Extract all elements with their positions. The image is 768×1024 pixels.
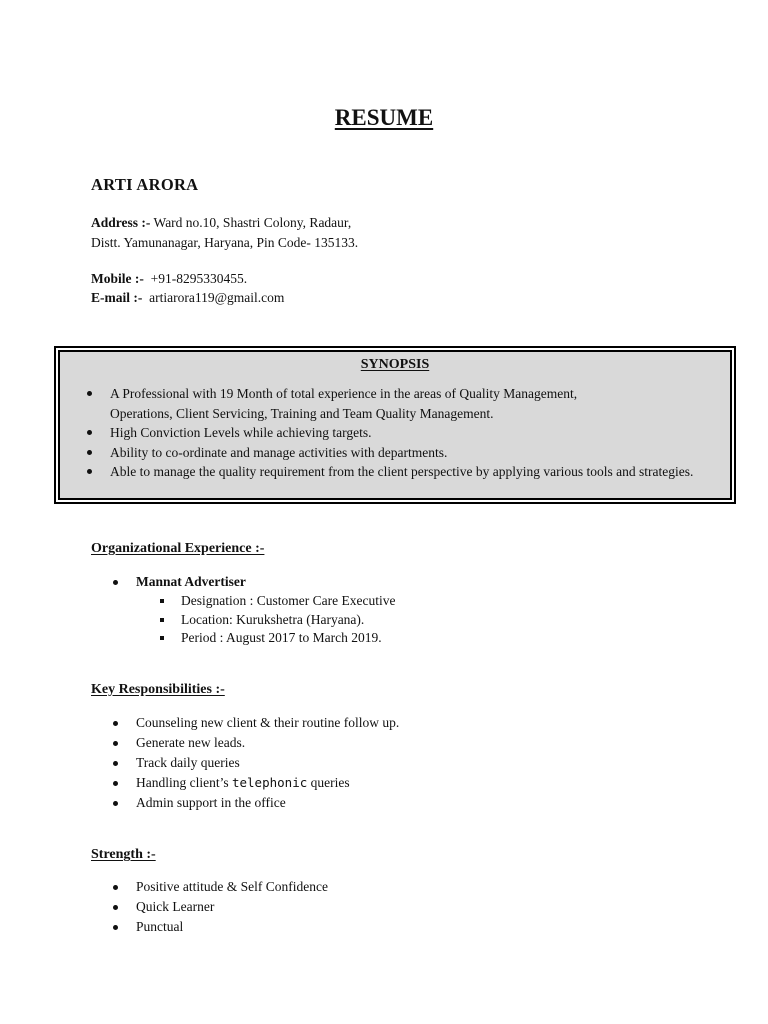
strength-list xyxy=(0,877,328,937)
bullet-icon xyxy=(87,430,92,435)
email-line xyxy=(91,290,284,306)
address-line-1 xyxy=(91,215,351,231)
bullet-icon xyxy=(113,801,118,806)
bullet-icon xyxy=(87,450,92,455)
mobile-value: +91-8295330455. xyxy=(150,271,248,286)
bullet-icon xyxy=(113,761,118,766)
address-line-2: Distt. Yamunanagar, Haryana, Pin Code- 135133. xyxy=(91,235,359,250)
email-value: artiarora119@gmail.com xyxy=(149,290,285,305)
responsibilities-heading: Key Responsibilities :- xyxy=(91,682,225,697)
bullet-icon xyxy=(113,741,118,746)
square-bullet-icon xyxy=(160,618,164,622)
synopsis-item: Able to manage the quality requirement from the client perspective by applying various tools and strategies. xyxy=(60,462,730,482)
list-item: Quick Learner xyxy=(0,897,328,917)
bullet-icon xyxy=(113,580,118,585)
experience-details xyxy=(0,592,395,648)
list-item: Positive attitude & Self Confidence xyxy=(0,877,328,897)
synopsis-item: Ability to co-ordinate and manage activities with departments. xyxy=(60,443,730,463)
responsibilities-list xyxy=(0,713,399,813)
page-title: RESUME xyxy=(334,105,434,130)
email-label: E-mail :- xyxy=(91,290,143,305)
list-item: Period : August 2017 to March 2019. xyxy=(0,629,395,648)
mobile-line xyxy=(91,271,247,287)
bullet-icon xyxy=(87,469,92,474)
list-item: Punctual xyxy=(0,917,328,937)
bullet-icon xyxy=(113,925,118,930)
company-name: Mannat Advertiser xyxy=(136,574,246,589)
bullet-icon xyxy=(113,721,118,726)
bullet-icon xyxy=(87,391,92,396)
synopsis-item: High Conviction Levels while achieving targets. xyxy=(60,423,730,443)
square-bullet-icon xyxy=(160,599,164,603)
bullet-icon xyxy=(113,885,118,890)
experience-list xyxy=(0,572,246,592)
list-item: Admin support in the office xyxy=(0,793,399,813)
synopsis-inner xyxy=(58,350,732,500)
synopsis-list xyxy=(60,384,730,482)
list-item: Generate new leads. xyxy=(0,733,399,753)
list-item: Counseling new client & their routine follow up. xyxy=(0,713,399,733)
bullet-icon xyxy=(113,905,118,910)
list-item: Designation : Customer Care Executive xyxy=(0,592,395,611)
list-item: Handling client’s telephonic queries xyxy=(0,773,399,793)
list-item: Track daily queries xyxy=(0,753,399,773)
synopsis-heading: SYNOPSIS xyxy=(360,357,430,372)
list-item xyxy=(0,572,246,592)
synopsis-item: A Professional with 19 Month of total experience in the areas of Quality Management, xyxy=(60,384,730,404)
address-value-1: Ward no.10, Shastri Colony, Radaur, xyxy=(153,215,352,230)
address-label: Address :- xyxy=(91,215,151,230)
strength-heading: Strength :- xyxy=(91,847,156,862)
experience-heading: Organizational Experience :- xyxy=(91,541,265,556)
bullet-icon xyxy=(113,781,118,786)
mobile-label: Mobile :- xyxy=(91,271,144,286)
list-item: Location: Kurukshetra (Haryana). xyxy=(0,611,395,630)
square-bullet-icon xyxy=(160,636,164,640)
synopsis-box xyxy=(54,346,736,504)
synopsis-item-continuation: Operations, Client Servicing, Training and Team Quality Management. xyxy=(110,405,494,421)
candidate-name: ARTI ARORA xyxy=(91,175,199,194)
